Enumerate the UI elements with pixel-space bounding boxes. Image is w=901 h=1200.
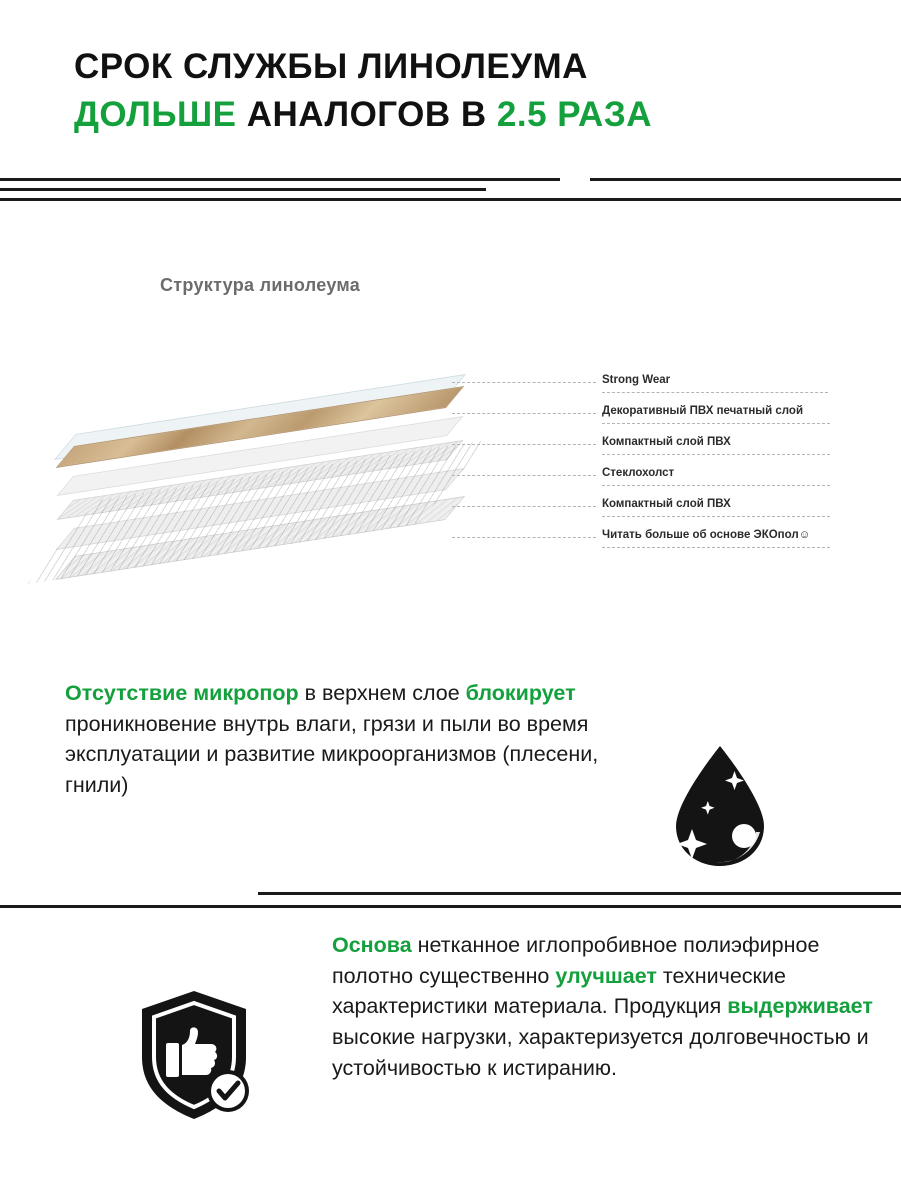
divider-line-2 bbox=[590, 178, 901, 181]
headline-line-2 bbox=[74, 92, 901, 138]
headline-emphasis-dolshe: ДОЛЬШЕ bbox=[74, 95, 237, 135]
divider-line-3 bbox=[0, 188, 486, 191]
callout-label: Strong Wear bbox=[602, 374, 671, 386]
callout-strong-wear bbox=[452, 370, 882, 401]
leader-line bbox=[452, 444, 596, 445]
headline-mid-text: АНАЛОГОВ В bbox=[236, 95, 497, 135]
header-divider-group bbox=[0, 178, 901, 204]
callout-underline bbox=[602, 454, 830, 455]
callout-underline bbox=[602, 547, 830, 548]
micropores-text bbox=[65, 678, 645, 801]
leader-line bbox=[452, 475, 596, 476]
structure-title: Структура линолеума bbox=[160, 275, 361, 295]
micropores-emphasis-1: Отсутствие микропор bbox=[65, 681, 299, 705]
headline-line-1: СРОК СЛУЖБЫ ЛИНОЛЕУМА bbox=[74, 47, 588, 86]
callout-label: Читать больше об основе ЭКОпол☺ bbox=[602, 529, 811, 541]
callout-fiberglass bbox=[452, 463, 882, 494]
section-divider-top bbox=[258, 892, 901, 895]
headline-emphasis-ratio: 2.5 РАЗА bbox=[496, 95, 653, 135]
leader-line bbox=[452, 506, 596, 507]
base-emphasis-1: Основа bbox=[332, 933, 412, 957]
leader-line bbox=[452, 413, 596, 414]
micropores-emphasis-2: блокирует bbox=[465, 681, 576, 705]
feature-block-micropores bbox=[0, 660, 901, 880]
callout-compact-pvc-lower bbox=[452, 494, 882, 525]
callout-underline bbox=[602, 392, 828, 393]
base-text-1: нетканное иглопробивное полиэфирное полотно существенно bbox=[332, 933, 820, 988]
base-text bbox=[332, 930, 892, 1084]
base-emphasis-2: улучшает bbox=[555, 963, 657, 988]
callout-label: Декоративный ПВХ печатный слой bbox=[602, 405, 804, 417]
feature-block-base bbox=[0, 922, 901, 1172]
page-header bbox=[0, 44, 901, 138]
water-drop-icon bbox=[660, 740, 780, 870]
micropores-text-1: в верхнем слое bbox=[298, 681, 466, 705]
layer-stack-illustration bbox=[60, 320, 490, 540]
callout-underline bbox=[602, 423, 830, 424]
linoleum-structure-diagram bbox=[0, 250, 901, 590]
section-divider-bottom bbox=[0, 905, 901, 908]
structure-callouts bbox=[452, 370, 882, 556]
micropores-text-2: проникновение внутрь влаги, грязи и пыли во время эксплуатации и развитие микроорганизмов (плесени, гнили) bbox=[65, 711, 599, 798]
divider-line-1 bbox=[0, 178, 560, 181]
callout-label: Стеклохолст bbox=[602, 467, 675, 479]
leader-line bbox=[452, 537, 596, 538]
base-text-2: технические характеристики материала. Продукция bbox=[332, 963, 786, 1019]
base-text-3: высокие нагрузки, характеризуется долговечностью и устойчивостью к истиранию. bbox=[332, 1025, 869, 1080]
callout-compact-pvc-upper bbox=[452, 432, 882, 463]
callout-label: Компактный слой ПВХ bbox=[602, 436, 731, 448]
callout-underline bbox=[602, 516, 830, 517]
base-emphasis-3: выдерживает bbox=[727, 994, 873, 1019]
callout-read-more-ecopol[interactable] bbox=[452, 525, 882, 556]
divider-line-4 bbox=[0, 198, 901, 201]
shield-thumbs-up-icon bbox=[128, 987, 268, 1127]
callout-decor-pvc bbox=[452, 401, 882, 432]
page-title bbox=[0, 44, 901, 138]
callout-underline bbox=[602, 485, 830, 486]
leader-line bbox=[452, 382, 596, 383]
callout-label: Компактный слой ПВХ bbox=[602, 498, 731, 510]
